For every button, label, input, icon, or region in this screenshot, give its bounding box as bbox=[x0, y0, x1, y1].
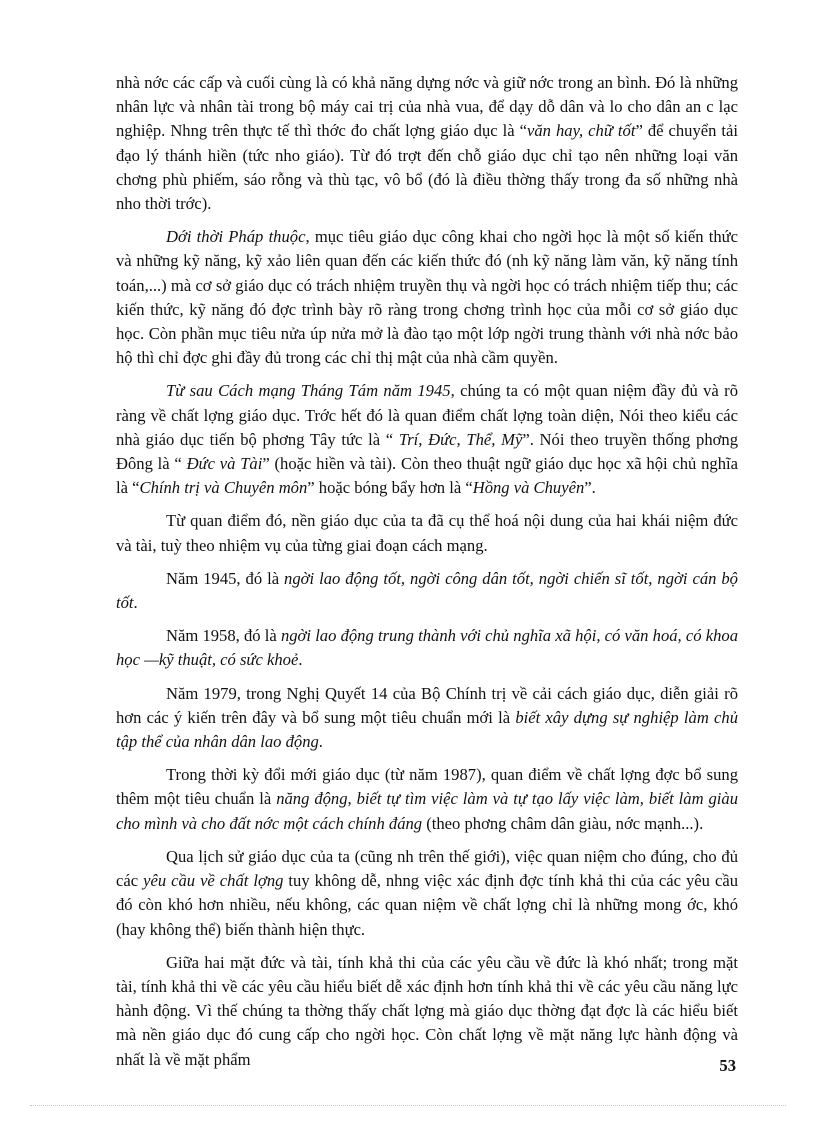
text-run: ”. bbox=[584, 478, 596, 498]
paragraph bbox=[116, 509, 738, 557]
italic-phrase: Trí, Đức, Thể, Mỹ bbox=[398, 429, 523, 449]
text-run: , mục tiêu giáo dục công khai cho ngời học là một số kiến thức và những kỹ năng, kỹ xảo liên quan đến các kiến thức đó (nh kỹ năng làm văn, kỹ năng tính toán,...) mà cơ sở giáo dục có trách nhiệm truyền thụ và ngời học có trách nhiệm tiếp thu; các kiến thức, kỹ năng đó đợc trình bày rõ ràng trong chơng trình học của mỗi cơ sở giáo dục học. Còn phần mục tiêu nửa úp nửa mở là đào tạo một lớp ngời trung thành với nhà nớc bảo hộ thì chỉ đợc ghi đầy đủ trong các chỉ thị mật của nhà cầm quyền. bbox=[116, 227, 738, 368]
text-run: tuy không dễ, nhng việc xác định đợc tính khả thi của các yêu cầu đó còn khó hơn nhiều, nếu không, các quan niệm về chất lợng chỉ là những mong ớc, khó (hay không thể) biến thành hiện thực. bbox=[116, 871, 738, 939]
paragraph bbox=[116, 951, 738, 1072]
paragraph bbox=[116, 567, 738, 615]
italic-phrase: ngời lao động trung thành với chủ nghĩa xã hội, có văn hoá, có khoa học —kỹ thuật, có sức khoẻ bbox=[116, 626, 738, 670]
paragraph bbox=[116, 845, 738, 942]
italic-phrase: Từ sau Cách mạng Tháng Tám năm 1945 bbox=[166, 381, 451, 401]
page-number: 53 bbox=[719, 1056, 736, 1075]
text-run: Trong thời kỳ đổi mới giáo dục (từ năm 1987), quan điểm về chất lợng đợc bổ sung thêm một tiêu chuẩn là bbox=[116, 765, 738, 809]
paragraph bbox=[116, 624, 738, 672]
italic-phrase: Chính trị và Chuyên môn bbox=[139, 478, 308, 498]
text-run: Qua lịch sử giáo dục của ta (cũng nh trên thế giới), việc quan niệm cho đúng, cho đủ các bbox=[116, 846, 738, 891]
text-run: . bbox=[298, 650, 303, 670]
text-run: Từ quan điểm đó, nền giáo dục của ta đã cụ thể hoá nội dung của hai khái niệm đức và tài, tuỳ theo nhiệm vụ của từng giai đoạn cách mạng. bbox=[116, 511, 738, 555]
paragraph bbox=[116, 71, 738, 216]
text-run: Năm 1945, đó là bbox=[166, 568, 285, 588]
text-run: ” (hoặc hiền và tài). Còn theo thuật ngữ giáo dục học xã hội chủ nghĩa là “ bbox=[116, 454, 738, 498]
bottom-divider bbox=[30, 1105, 786, 1106]
paragraph bbox=[116, 682, 738, 755]
italic-phrase: văn hay, chữ tốt bbox=[527, 121, 636, 141]
italic-phrase: yêu cầu về chất lợng bbox=[143, 871, 284, 891]
italic-phrase: năng động, biết tự tìm việc làm và tự tạo lấy việc làm, biết làm giàu cho mình và cho đất nớc một cách chính đáng bbox=[116, 789, 738, 833]
text-run: , chúng ta có một quan niệm đầy đủ và rõ ràng về chất lợng giáo dục. Trớc hết đó là quan điểm chất lợng toàn diện, Nói theo kiểu các nhà giáo dục tiến bộ phơng Tây tức là “ bbox=[116, 381, 738, 449]
italic-phrase: Hồng và Chuyên bbox=[472, 478, 585, 498]
italic-phrase: biết xây dựng sự nghiệp làm chủ tập thể của nhân dân lao động bbox=[116, 707, 739, 752]
paragraph bbox=[116, 379, 738, 500]
page-text bbox=[116, 71, 738, 1081]
text-run: . bbox=[318, 732, 323, 752]
paragraph bbox=[116, 763, 738, 836]
paragraph bbox=[116, 225, 738, 370]
text-run: Năm 1958, đó là bbox=[166, 626, 281, 646]
text-run: ” để chuyển tải đạo lý thánh hiền (tức nho giáo). Từ đó trợt đến chỗ giáo dục chỉ tạo nên những loại văn chơng phù phiếm, sáo rỗng và thù tạc, vô bổ (đó là điều thờng thấy trong đa số những nhà nho thời trớc). bbox=[116, 121, 738, 214]
italic-phrase: ngời lao động tốt, ngời công dân tốt, ngời chiến sĩ tốt, ngời cán bộ tốt bbox=[116, 568, 738, 613]
italic-phrase: Đức và Tài bbox=[186, 454, 263, 474]
italic-phrase: Dới thời Pháp thuộc bbox=[166, 227, 306, 247]
text-run: (theo phơng châm dân giàu, nớc mạnh...). bbox=[422, 813, 704, 833]
text-run: Năm 1979, trong Nghị Quyết 14 của Bộ Chính trị về cải cách giáo dục, diễn giải rõ hơn các ý kiến trên đây và bổ sung một tiêu chuẩn mới là bbox=[116, 683, 738, 727]
text-run: . bbox=[133, 593, 138, 613]
text-run: ” hoặc bóng bẩy hơn là “ bbox=[307, 478, 473, 498]
text-run: ”. Nói theo truyền thống phơng Đông là “ bbox=[116, 429, 739, 474]
text-run: Giữa hai mặt đức và tài, tính khả thi của các yêu cầu về đức là khó nhất; trong mặt tài, tính khả thi về các yêu cầu hiểu biết dễ xác định hơn tính khả thi về các yêu cầu năng lực hành động. Vì thế chúng ta thờng thấy chất lợng mà giáo dục thờng đạt đợc là các hiểu biết mà nền giáo dục đó cung cấp cho ngời học. Còn chất lợng về mặt năng lực hành động và nhất là về mặt phẩm bbox=[116, 952, 738, 1069]
text-run: nhà nớc các cấp và cuối cùng là có khả năng dựng nớc và giữ nớc trong an bình. Đó là những nhân lực và nhân tài trong bộ máy cai trị của nhà vua, để dạy dỗ dân và lo cho dân an c lạc nghiệp. Nhng trên thực tế thì thớc đo chất lợng giáo dục là “ bbox=[116, 73, 738, 141]
